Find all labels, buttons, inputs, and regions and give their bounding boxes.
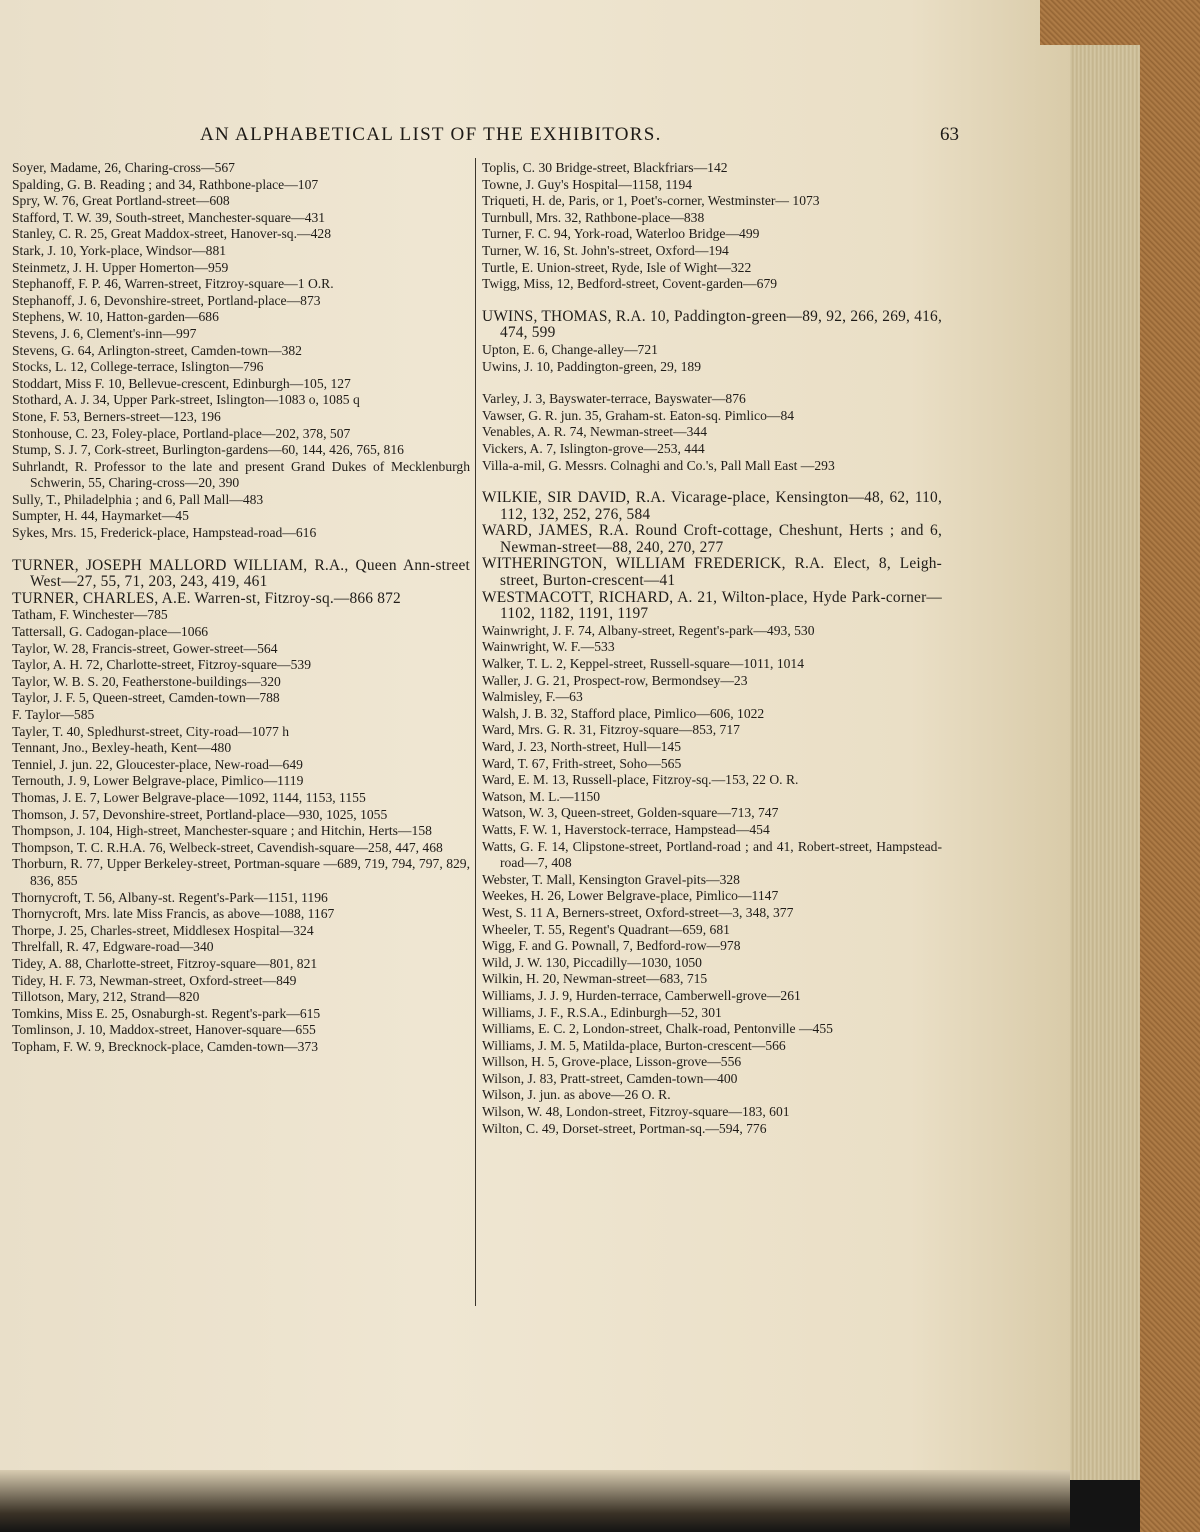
page-bottom-shadow xyxy=(0,1470,1070,1532)
exhibitor-entry: Ternouth, J. 9, Lower Belgrave-place, Pimlico—1119 xyxy=(12,773,304,789)
exhibitor-entry: TURNER, JOSEPH MALLORD WILLIAM, R.A., Queen Ann-street West—27, 55, 71, 203, 243, 419, 461 xyxy=(12,556,470,591)
exhibitor-entry: Wilson, J. jun. as above—26 O. R. xyxy=(482,1087,671,1103)
exhibitor-entry: Williams, J. F., R.S.A., Edinburgh—52, 301 xyxy=(482,1004,722,1020)
exhibitor-entry: Villa-a-mil, G. Messrs. Colnaghi and Co.'s, Pall Mall East —293 xyxy=(482,457,835,473)
exhibitor-entry: Turnbull, Mrs. 32, Rathbone-place—838 xyxy=(482,209,705,225)
exhibitor-entry: Stocks, L. 12, College-terrace, Islington—796 xyxy=(12,359,264,375)
exhibitor-entry: Willson, H. 5, Grove-place, Lisson-grove—556 xyxy=(482,1054,742,1070)
exhibitor-entry: Watts, F. W. 1, Haverstock-terrace, Hampstead—454 xyxy=(482,821,770,837)
exhibitor-entry: Walmisley, F.—63 xyxy=(482,689,583,705)
exhibitor-entry: Stafford, T. W. 39, South-street, Manchester-square—431 xyxy=(12,209,326,225)
exhibitor-entry: Wilson, J. 83, Pratt-street, Camden-town—400 xyxy=(482,1070,738,1086)
exhibitor-entry: Wilson, W. 48, London-street, Fitzroy-square—183, 601 xyxy=(482,1104,790,1120)
book-cover xyxy=(1140,0,1200,1532)
exhibitor-entry: Stone, F. 53, Berners-street—123, 196 xyxy=(12,408,221,424)
exhibitor-entry: Threlfall, R. 47, Edgware-road—340 xyxy=(12,939,214,955)
exhibitor-entry: Watson, M. L.—1150 xyxy=(482,788,601,804)
exhibitor-entry: Stanley, C. R. 25, Great Maddox-street, Hanover-sq.—428 xyxy=(12,226,331,242)
exhibitor-entry: Taylor, W. 28, Francis-street, Gower-street—564 xyxy=(12,640,278,656)
exhibitor-entry: Stevens, J. 6, Clement's-inn—997 xyxy=(12,325,197,341)
exhibitor-entry: Thornycroft, T. 56, Albany-st. Regent's-Park—1151, 1196 xyxy=(12,889,328,905)
section-gap xyxy=(482,375,942,391)
exhibitor-entry: Steinmetz, J. H. Upper Homerton—959 xyxy=(12,259,229,275)
exhibitor-entry: Varley, J. 3, Bayswater-terrace, Bayswater—876 xyxy=(482,391,746,407)
exhibitor-entry: WESTMACOTT, RICHARD, A. 21, Wilton-place, Hyde Park-corner—1102, 1182, 1191, 1197 xyxy=(482,588,942,623)
exhibitor-entry: Tennant, Jno., Bexley-heath, Kent—480 xyxy=(12,740,232,756)
exhibitor-entry: Thorpe, J. 25, Charles-street, Middlesex Hospital—324 xyxy=(12,922,314,938)
page-block-edge xyxy=(1070,40,1140,1480)
exhibitor-entry: WARD, JAMES, R.A. Round Croft-cottage, Cheshunt, Herts ; and 6, Newman-street—88, 240, 270, 277 xyxy=(482,522,942,556)
exhibitor-entry: Towne, J. Guy's Hospital—1158, 1194 xyxy=(482,176,693,192)
exhibitor-entry: Ward, Mrs. G. R. 31, Fitzroy-square—853, 717 xyxy=(482,722,740,738)
exhibitor-entry: Tidey, H. F. 73, Newman-street, Oxford-street—849 xyxy=(12,972,297,988)
exhibitor-entry: Sykes, Mrs. 15, Frederick-place, Hampstead-road—616 xyxy=(12,525,317,541)
exhibitor-entry: Waller, J. G. 21, Prospect-row, Bermondsey—23 xyxy=(482,672,748,688)
exhibitor-entry: Stonhouse, C. 23, Foley-place, Portland-place—202, 378, 507 xyxy=(12,425,351,441)
exhibitor-entry: Stephanoff, J. 6, Devonshire-street, Portland-place—873 xyxy=(12,292,321,308)
exhibitor-entry: Watson, W. 3, Queen-street, Golden-square—713, 747 xyxy=(482,805,779,821)
exhibitor-entry: West, S. 11 A, Berners-street, Oxford-street—3, 348, 377 xyxy=(482,904,794,920)
exhibitor-entry: Walsh, J. B. 32, Stafford place, Pimlico—606, 1022 xyxy=(482,705,765,721)
exhibitor-entry: Williams, E. C. 2, London-street, Chalk-road, Pentonville —455 xyxy=(482,1021,833,1037)
exhibitor-entry: Webster, T. Mall, Kensington Gravel-pits—328 xyxy=(482,871,740,887)
exhibitor-entry: Ward, E. M. 13, Russell-place, Fitzroy-sq.—153, 22 O. R. xyxy=(482,772,799,788)
page-header-title: AN ALPHABETICAL LIST OF THE EXHIBITORS. xyxy=(200,124,662,145)
exhibitor-entry: Upton, E. 6, Change-alley—721 xyxy=(482,341,658,357)
column-divider xyxy=(475,158,476,1306)
exhibitor-entry: Stothard, A. J. 34, Upper Park-street, Islington—1083 o, 1085 q xyxy=(12,392,360,408)
exhibitor-entry: Suhrlandt, R. Professor to the late and present Grand Dukes of Mecklenburgh Schwerin, 55, Charing-cross—20, 390 xyxy=(12,458,470,491)
exhibitor-entry: Tomkins, Miss E. 25, Osnaburgh-st. Regent's-park—615 xyxy=(12,1005,321,1021)
exhibitor-entry: Twigg, Miss, 12, Bedford-street, Covent-garden—679 xyxy=(482,276,778,292)
right-column xyxy=(482,160,942,1137)
exhibitor-entry: Thompson, T. C. R.H.A. 76, Welbeck-street, Cavendish-square—258, 447, 468 xyxy=(12,839,443,855)
exhibitor-entry: Thompson, J. 104, High-street, Manchester-square ; and Hitchin, Herts—158 xyxy=(12,823,432,839)
exhibitor-entry: Wheeler, T. 55, Regent's Quadrant—659, 681 xyxy=(482,921,730,937)
exhibitor-entry: Tayler, T. 40, Spledhurst-street, City-road—1077 h xyxy=(12,723,289,739)
exhibitor-entry: Wainwright, W. F.—533 xyxy=(482,639,615,655)
exhibitor-entry: Stephanoff, F. P. 46, Warren-street, Fitzroy-square—1 O.R. xyxy=(12,276,334,292)
exhibitor-entry: Turner, F. C. 94, York-road, Waterloo Bridge—499 xyxy=(482,226,760,242)
exhibitor-entry: Tatham, F. Winchester—785 xyxy=(12,607,168,623)
exhibitor-entry: Wilton, C. 49, Dorset-street, Portman-sq.—594, 776 xyxy=(482,1120,767,1136)
exhibitor-entry: Weekes, H. 26, Lower Belgrave-place, Pimlico—1147 xyxy=(482,888,779,904)
exhibitor-entry: Sumpter, H. 44, Haymarket—45 xyxy=(12,508,189,524)
exhibitor-entry: Watts, G. F. 14, Clipstone-street, Portland-road ; and 41, Robert-street, Hampstead-road—7, 408 xyxy=(482,838,942,871)
exhibitor-entry: Thomas, J. E. 7, Lower Belgrave-place—1092, 1144, 1153, 1155 xyxy=(12,789,366,805)
exhibitor-entry: Vickers, A. 7, Islington-grove—253, 444 xyxy=(482,440,705,456)
exhibitor-entry: Wainwright, J. F. 74, Albany-street, Regent's-park—493, 530 xyxy=(482,622,815,638)
exhibitor-entry: Stevens, G. 64, Arlington-street, Camden-town—382 xyxy=(12,342,302,358)
exhibitor-entry: Wigg, F. and G. Pownall, 7, Bedford-row—978 xyxy=(482,938,741,954)
exhibitor-entry: Williams, J. M. 5, Matilda-place, Burton-crescent—566 xyxy=(482,1037,786,1053)
exhibitor-entry: Wilkin, H. 20, Newman-street—683, 715 xyxy=(482,971,708,987)
exhibitor-entry: Stump, S. J. 7, Cork-street, Burlington-gardens—60, 144, 426, 765, 816 xyxy=(12,442,404,458)
exhibitor-entry: Taylor, A. H. 72, Charlotte-street, Fitzroy-square—539 xyxy=(12,657,312,673)
section-gap xyxy=(482,293,942,309)
exhibitor-entry: Thornycroft, Mrs. late Miss Francis, as above—1088, 1167 xyxy=(12,906,335,922)
exhibitor-entry: TURNER, CHARLES, A.E. Warren-st, Fitzroy-sq.—866 872 xyxy=(12,589,401,607)
exhibitor-entry: Tillotson, Mary, 212, Strand—820 xyxy=(12,989,200,1005)
exhibitor-entry: Tomlinson, J. 10, Maddox-street, Hanover-square—655 xyxy=(12,1022,316,1038)
exhibitor-entry: Topham, F. W. 9, Brecknock-place, Camden-town—373 xyxy=(12,1038,319,1054)
exhibitor-entry: Tenniel, J. jun. 22, Gloucester-place, New-road—649 xyxy=(12,756,303,772)
page-number: 63 xyxy=(940,124,959,145)
exhibitor-entry: Sully, T., Philadelphia ; and 6, Pall Mall—483 xyxy=(12,491,264,507)
exhibitor-entry: Uwins, J. 10, Paddington-green, 29, 189 xyxy=(482,358,701,374)
exhibitor-entry: Stoddart, Miss F. 10, Bellevue-crescent, Edinburgh—105, 127 xyxy=(12,375,351,391)
exhibitor-entry: Walker, T. L. 2, Keppel-street, Russell-square—1011, 1014 xyxy=(482,656,805,672)
exhibitor-entry: Vawser, G. R. jun. 35, Graham-st. Eaton-sq. Pimlico—84 xyxy=(482,407,795,423)
exhibitor-entry: Ward, J. 23, North-street, Hull—145 xyxy=(482,739,682,754)
exhibitor-entry: Wild, J. W. 130, Piccadilly—1030, 1050 xyxy=(482,954,702,970)
section-gap xyxy=(482,474,942,490)
exhibitor-entry: Williams, J. J. 9, Hurden-terrace, Camberwell-grove—261 xyxy=(482,987,801,1003)
exhibitor-entry: Spry, W. 76, Great Portland-street—608 xyxy=(12,193,230,209)
exhibitor-entry: Taylor, W. B. S. 20, Featherstone-buildings—320 xyxy=(12,673,281,689)
exhibitor-entry: Stephens, W. 10, Hatton-garden—686 xyxy=(12,309,219,325)
section-gap xyxy=(12,542,470,558)
exhibitor-entry: Soyer, Madame, 26, Charing-cross—567 xyxy=(12,160,235,175)
exhibitor-entry: Ward, T. 67, Frith-street, Soho—565 xyxy=(482,755,682,771)
exhibitor-entry: Thorburn, R. 77, Upper Berkeley-street, Portman-square —689, 719, 794, 797, 829, 836, 855 xyxy=(12,856,470,888)
exhibitor-entry: WILKIE, SIR DAVID, R.A. Vicarage-place, Kensington—48, 62, 110, 112, 132, 252, 276, 584 xyxy=(482,489,942,523)
exhibitor-entry: WITHERINGTON, WILLIAM FREDERICK, R.A. Elect, 8, Leigh-street, Burton-crescent—41 xyxy=(482,555,942,590)
exhibitor-entry: Venables, A. R. 74, Newman-street—344 xyxy=(482,424,708,440)
exhibitor-entry: Turtle, E. Union-street, Ryde, Isle of Wight—322 xyxy=(482,259,752,275)
exhibitor-entry: UWINS, THOMAS, R.A. 10, Paddington-green—89, 92, 266, 269, 416, 474, 599 xyxy=(482,307,942,342)
exhibitor-entry: Taylor, J. F. 5, Queen-street, Camden-town—788 xyxy=(12,690,280,706)
exhibitor-entry: Tattersall, G. Cadogan-place—1066 xyxy=(12,624,209,640)
exhibitor-entry: Toplis, C. 30 Bridge-street, Blackfriars—142 xyxy=(482,160,728,175)
exhibitor-entry: Spalding, G. B. Reading ; and 34, Rathbone-place—107 xyxy=(12,176,319,192)
exhibitor-entry: Turner, W. 16, St. John's-street, Oxford—194 xyxy=(482,242,729,258)
exhibitor-entry: Stark, J. 10, York-place, Windsor—881 xyxy=(12,242,227,258)
left-column xyxy=(12,160,470,1055)
exhibitor-entry: F. Taylor—585 xyxy=(12,707,95,722)
exhibitor-entry: Thomson, J. 57, Devonshire-street, Portland-place—930, 1025, 1055 xyxy=(12,806,388,822)
exhibitor-entry: Tidey, A. 88, Charlotte-street, Fitzroy-square—801, 821 xyxy=(12,955,318,971)
exhibitor-entry: Triqueti, H. de, Paris, or 1, Poet's-corner, Westminster— 1073 xyxy=(482,193,820,209)
